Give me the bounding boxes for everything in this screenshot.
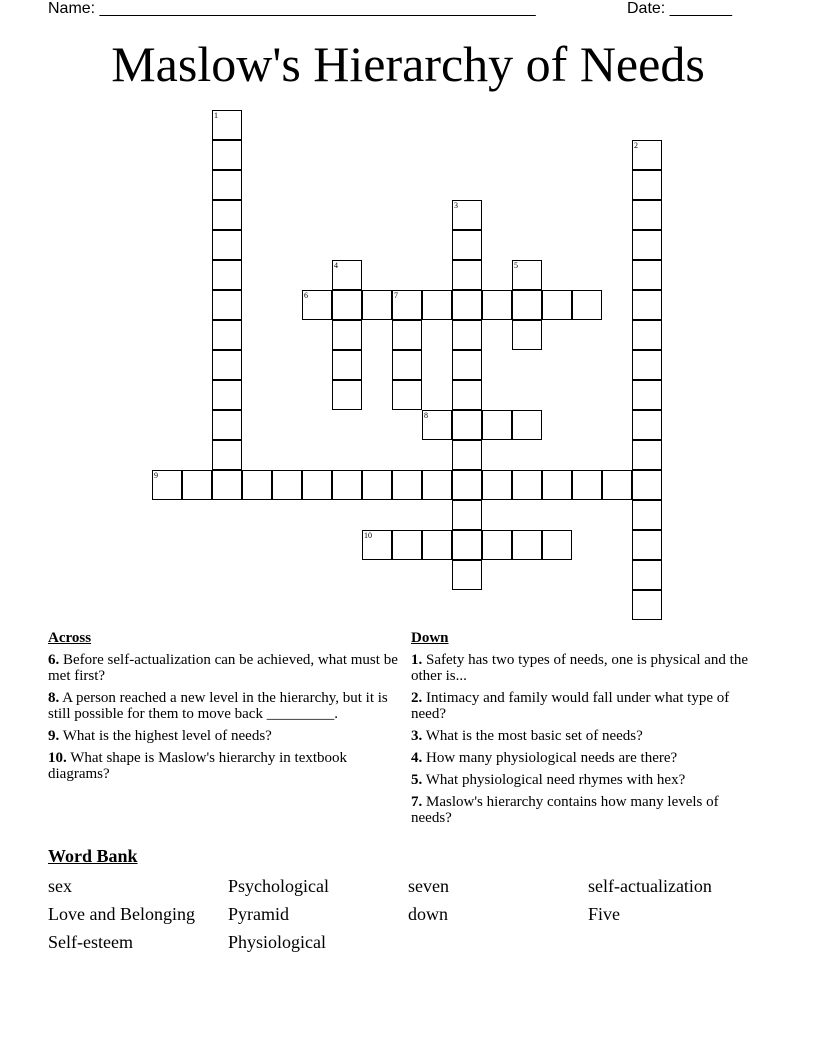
crossword-cell[interactable] (542, 470, 572, 500)
down-clues (411, 630, 761, 832)
clue-text: What physiological need rhymes with hex? (425, 772, 686, 788)
crossword-cell[interactable] (452, 410, 482, 440)
crossword-cell[interactable] (392, 350, 422, 380)
crossword-cell[interactable] (452, 320, 482, 350)
crossword-cell[interactable] (482, 470, 512, 500)
clue-number-label: 2 (634, 141, 638, 150)
clue-number-label: 10 (364, 531, 372, 540)
down-heading: Down (411, 630, 449, 646)
crossword-cell[interactable] (482, 290, 512, 320)
crossword-cell[interactable] (632, 530, 662, 560)
crossword-cell[interactable] (632, 380, 662, 410)
crossword-cell[interactable] (452, 380, 482, 410)
clue-number: 8. (48, 690, 60, 706)
crossword-cell[interactable] (212, 230, 242, 260)
clue-text: Safety has two types of needs, one is physical and the other is... (411, 652, 749, 684)
crossword-cell[interactable] (392, 320, 422, 350)
crossword-cell[interactable] (512, 530, 542, 560)
clue-down-5 (411, 772, 761, 788)
crossword-cell[interactable] (392, 380, 422, 410)
crossword-cell[interactable] (632, 410, 662, 440)
crossword-cell[interactable] (632, 470, 662, 500)
crossword-cell[interactable] (302, 470, 332, 500)
crossword-cell[interactable] (602, 470, 632, 500)
crossword-cell[interactable] (452, 350, 482, 380)
crossword-cell[interactable] (272, 470, 302, 500)
crossword-cell[interactable] (212, 170, 242, 200)
word-bank-word: seven (408, 876, 449, 896)
crossword-cell[interactable] (332, 380, 362, 410)
clue-number: 7. (411, 794, 423, 810)
crossword-cell[interactable] (512, 320, 542, 350)
crossword-cell[interactable] (212, 290, 242, 320)
crossword-cell[interactable] (632, 590, 662, 620)
word-bank-word: Physiological (228, 932, 326, 952)
crossword-cell[interactable] (212, 440, 242, 470)
crossword-cell[interactable] (632, 230, 662, 260)
crossword-cell[interactable] (632, 500, 662, 530)
crossword-cell[interactable] (212, 200, 242, 230)
clue-text: Intimacy and family would fall under what type of need? (411, 690, 730, 722)
crossword-cell[interactable] (362, 290, 392, 320)
name-field[interactable]: Name: _________________________________________________ (48, 0, 536, 17)
clue-number: 6. (48, 652, 60, 668)
crossword-cell[interactable] (512, 470, 542, 500)
crossword-cell[interactable] (422, 290, 452, 320)
crossword-cell[interactable] (212, 410, 242, 440)
clue-number-label: 7 (394, 291, 398, 300)
crossword-cell[interactable] (632, 200, 662, 230)
word-bank-word: Five (588, 904, 621, 924)
clue-number: 10. (48, 750, 67, 766)
word-bank-word: Pyramid (228, 904, 289, 924)
clue-number: 1. (411, 652, 423, 668)
word-bank-word: sex (48, 876, 72, 896)
crossword-cell[interactable] (482, 410, 512, 440)
crossword-cell[interactable] (332, 290, 362, 320)
word-bank-word: self-actualization (588, 876, 712, 896)
word-bank-word: down (408, 904, 448, 924)
crossword-cell[interactable] (452, 230, 482, 260)
clue-across-10 (48, 750, 398, 782)
clue-across-8 (48, 690, 398, 722)
clue-down-2 (411, 690, 761, 722)
crossword-cell[interactable] (632, 290, 662, 320)
clue-text: What is the highest level of needs? (62, 728, 272, 744)
crossword-cell[interactable] (332, 470, 362, 500)
clue-number-label: 6 (304, 291, 308, 300)
crossword-cell[interactable] (332, 350, 362, 380)
crossword-cell[interactable] (452, 440, 482, 470)
crossword-cell[interactable] (632, 560, 662, 590)
crossword-cell[interactable] (212, 470, 242, 500)
clue-number: 3. (411, 728, 423, 744)
crossword-cell[interactable] (572, 470, 602, 500)
crossword-cell[interactable] (512, 410, 542, 440)
crossword-cell[interactable] (632, 170, 662, 200)
across-clues (48, 630, 398, 788)
clue-across-6 (48, 652, 398, 684)
crossword-cell[interactable] (452, 530, 482, 560)
crossword-cell[interactable] (632, 440, 662, 470)
crossword-cell[interactable] (452, 290, 482, 320)
crossword-cell[interactable] (182, 470, 212, 500)
clue-number: 5. (411, 772, 423, 788)
word-bank-word: Psychological (228, 876, 329, 896)
crossword-cell[interactable] (392, 530, 422, 560)
date-field[interactable]: Date: _______ (627, 0, 732, 17)
crossword-cell[interactable] (392, 470, 422, 500)
clue-down-1 (411, 652, 761, 684)
word-bank-word: Self-esteem (48, 932, 133, 952)
crossword-cell[interactable] (212, 320, 242, 350)
clue-down-3 (411, 728, 761, 744)
clue-number-label: 8 (424, 411, 428, 420)
clue-text: A person reached a new level in the hierarchy, but it is still possible for them to move back _________. (48, 690, 388, 722)
clue-text: What shape is Maslow's hierarchy in textbook diagrams? (48, 750, 348, 782)
clue-number-label: 3 (454, 201, 458, 210)
clue-number-label: 9 (154, 471, 158, 480)
crossword-cell[interactable] (572, 290, 602, 320)
crossword-cell[interactable] (452, 470, 482, 500)
clue-number: 9. (48, 728, 60, 744)
word-bank-heading: Word Bank (48, 846, 138, 866)
clue-across-9 (48, 728, 398, 744)
crossword-cell[interactable] (632, 350, 662, 380)
page-title: Maslow's Hierarchy of Needs (111, 36, 705, 92)
crossword-cell[interactable] (452, 560, 482, 590)
clue-down-4 (411, 750, 761, 766)
clue-text: Maslow's hierarchy contains how many levels of needs? (411, 794, 719, 826)
clue-text: How many physiological needs are there? (426, 750, 678, 766)
crossword-cell[interactable] (212, 380, 242, 410)
crossword-cell[interactable] (242, 470, 272, 500)
crossword-cell[interactable] (632, 320, 662, 350)
crossword-cell[interactable] (632, 260, 662, 290)
crossword-cell[interactable] (482, 530, 512, 560)
clue-text: What is the most basic set of needs? (425, 728, 643, 744)
across-heading: Across (48, 630, 92, 646)
clue-number-label: 5 (514, 261, 518, 270)
clue-number: 4. (411, 750, 423, 766)
clue-number-label: 1 (214, 111, 218, 120)
crossword-cell[interactable] (362, 470, 392, 500)
crossword-cell[interactable] (542, 530, 572, 560)
crossword-cell[interactable] (212, 260, 242, 290)
crossword-cell[interactable] (512, 290, 542, 320)
word-bank-word: Love and Belonging (48, 904, 195, 924)
crossword-cell[interactable] (422, 530, 452, 560)
clue-down-7 (411, 794, 761, 826)
crossword-cell[interactable] (542, 290, 572, 320)
crossword-cell[interactable] (212, 350, 242, 380)
crossword-cell[interactable] (212, 140, 242, 170)
clue-number-label: 4 (334, 261, 338, 270)
crossword-cell[interactable] (452, 500, 482, 530)
crossword-cell[interactable] (452, 260, 482, 290)
crossword-cell[interactable] (422, 470, 452, 500)
clue-number: 2. (411, 690, 423, 706)
crossword-cell[interactable] (332, 320, 362, 350)
clue-text: Before self-actualization can be achieved, what must be met first? (48, 652, 398, 684)
